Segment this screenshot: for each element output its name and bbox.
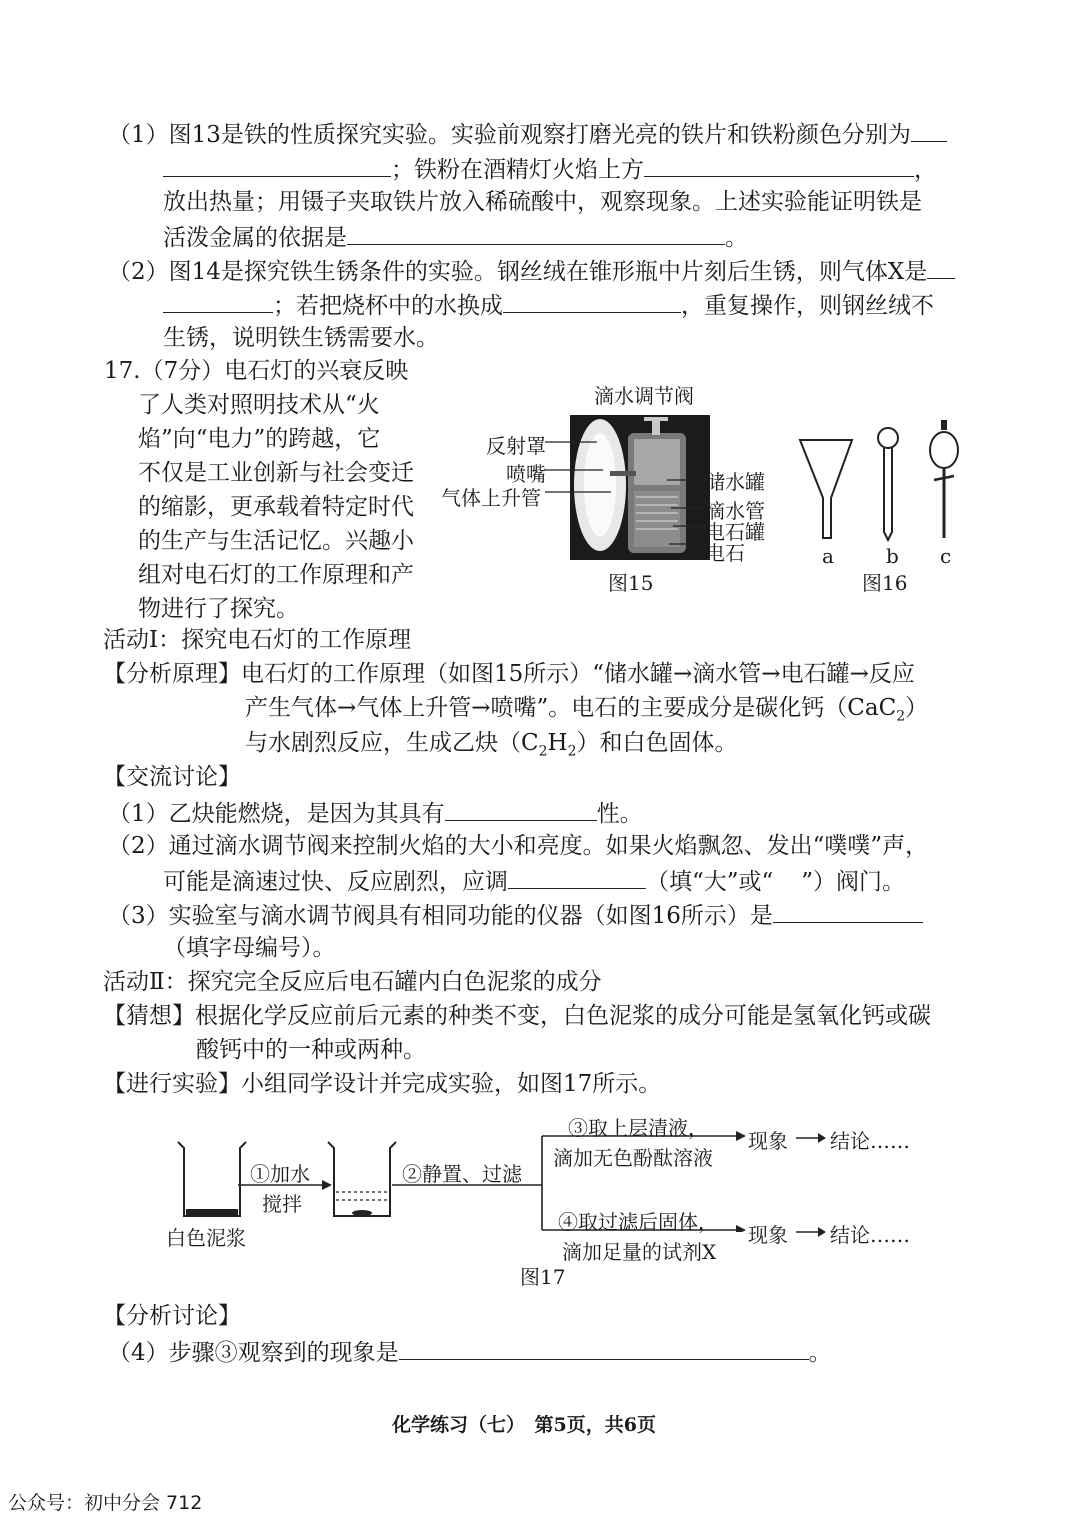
fig17-phenomenon-1: 现象	[748, 1129, 788, 1153]
q16-p2-line1: （2）图14是探究铁生锈条件的实验。钢丝绒在锥形瓶中片刻后生锈，则气体X是	[108, 254, 955, 288]
activity1-heading: 活动Ⅰ：探究电石灯的工作原理	[103, 627, 412, 653]
q17-intro-line5: 的缩影，更承载着特定时代	[138, 494, 414, 520]
analysis2-heading: 【分析讨论】	[103, 1303, 241, 1329]
fig15-label-carbide-can: 电石罐	[705, 520, 765, 544]
question-4: （4）步骤③观察到的现象是 。	[108, 1335, 832, 1369]
arrow-icon	[794, 1128, 828, 1148]
q17-intro-line3: 焰”向“电力”的跨越，它	[138, 426, 381, 452]
q16-p1-line4: 活泼金属的依据是 。	[163, 220, 748, 254]
fig16-caption: 图16	[862, 571, 908, 595]
q17-intro-line8: 物进行了探究。	[138, 596, 299, 622]
fig17-phenomenon-2: 现象	[748, 1223, 788, 1247]
fig17-sample-label: 白色泥浆	[166, 1226, 246, 1250]
fig16-apparatus	[790, 420, 980, 545]
q17-intro-line2: 了人类对照明技术从“火	[138, 392, 380, 418]
analysis-line2: 产生气体→气体上升管→喷嘴”。电石的主要成分是碳化钙（CaC$_2$）	[245, 695, 929, 725]
fig15-label-valve: 滴水调节阀	[594, 384, 694, 408]
fig15-label-nozzle: 喷嘴	[506, 462, 546, 486]
watermark: 公众号：初中分会 712	[8, 1492, 203, 1514]
q17-intro-line6: 的生产与生活记忆。兴趣小	[138, 528, 414, 554]
q16-p2-line2: ；若把烧杯中的水换成 ，重复操作，则钢丝绒不	[163, 288, 934, 322]
question-2-line1: （2）通过滴水调节阀来控制火焰的大小和亮度。如果火焰飘忽、发出“噗噗”声，	[108, 833, 929, 859]
answer-blank[interactable]	[399, 1335, 809, 1360]
page-footer: 化学练习（七） 第5页，共6页	[392, 1414, 656, 1436]
answer-blank[interactable]	[445, 796, 597, 821]
answer-blank[interactable]	[773, 898, 923, 923]
answer-blank[interactable]	[508, 864, 646, 889]
fig17-step4-line1: ④取过滤后固体，	[558, 1210, 718, 1234]
q17-intro-line4: 不仅是工业创新与社会变迁	[138, 460, 414, 486]
guess-line1: 【猜想】根据化学反应前后元素的种类不变，白色泥浆的成分可能是氢氧化钙或碳	[103, 1003, 931, 1029]
arrow-icon	[794, 1222, 828, 1242]
fig15-label-drip-tube: 滴水管	[705, 499, 765, 523]
q16-p1-line3: 放出热量；用镊子夹取铁片放入稀硫酸中，观察现象。上述实验能证明铁是	[163, 189, 922, 215]
fig17-caption: 图17	[520, 1265, 566, 1289]
fig15-label-tank: 储水罐	[705, 470, 765, 494]
fig17-step1-line2: 搅拌	[262, 1192, 302, 1216]
fig16-label-a: a	[822, 544, 834, 568]
fig15-label-gas-tube: 气体上升管	[441, 486, 541, 510]
answer-blank[interactable]	[163, 152, 391, 177]
fig17-step2: ②静置、过滤	[402, 1162, 522, 1186]
fig15-leader-lines	[545, 400, 705, 560]
question-3-line2: （填字母编号）。	[163, 935, 336, 961]
answer-blank[interactable]	[347, 220, 725, 245]
analysis-line3: 与水剧烈反应，生成乙炔$(C_2H_2)$和白色固体。	[245, 730, 738, 760]
answer-blank[interactable]	[644, 152, 914, 177]
experiment-line: 【进行实验】小组同学设计并完成实验，如图17所示。	[103, 1071, 662, 1097]
activity2-heading: 活动Ⅱ：探究完全反应后电石罐内白色泥浆的成分	[103, 969, 602, 995]
discussion-heading: 【交流讨论】	[103, 764, 241, 790]
q16-p2-line3: 生锈，说明铁生锈需要水。	[163, 325, 439, 351]
q17-intro-line1: 17.（7分）电石灯的兴衰反映	[104, 358, 409, 384]
fig15-caption: 图15	[608, 571, 654, 595]
q16-p1-line2: ；铁粉在酒精灯火焰上方 ，	[163, 152, 937, 186]
fig16-label-b: b	[886, 544, 899, 568]
fig15-label-carbide: 电石	[705, 541, 745, 565]
answer-blank[interactable]	[163, 288, 273, 313]
answer-blank[interactable]	[927, 254, 955, 279]
answer-blank[interactable]	[911, 117, 947, 142]
analysis-line1: 【分析原理】电石灯的工作原理（如图15所示）“储水罐→滴水管→电石罐→反应	[103, 661, 915, 687]
fig17-conclusion-2: 结论……	[830, 1223, 910, 1247]
fig17-step4-line2: 滴加足量的试剂X	[562, 1240, 717, 1264]
question-1: （1）乙炔能燃烧，是因为其具有 性。	[108, 796, 643, 830]
fig15-label-reflector: 反射罩	[486, 434, 546, 458]
fig16-label-c: c	[940, 544, 952, 568]
question-2-line2: 可能是滴速过快、反应剧烈，应调 （填“大”或“ ”）阀门。	[163, 864, 905, 898]
q16-p1-line1: （1）图13是铁的性质探究实验。实验前观察打磨光亮的铁片和铁粉颜色分别为	[108, 117, 947, 151]
q17-intro-line7: 组对电石灯的工作原理和产	[138, 562, 414, 588]
guess-line2: 酸钙中的一种或两种。	[196, 1037, 426, 1063]
fig17-conclusion-1: 结论……	[830, 1129, 910, 1153]
fig17-step3-line1: ③取上层清液，	[568, 1116, 708, 1140]
fig17-step1-line1: ①加水	[250, 1162, 310, 1186]
question-3-line1: （3）实验室与滴水调节阀具有相同功能的仪器（如图16所示）是	[108, 898, 923, 932]
answer-blank[interactable]	[503, 288, 681, 313]
fig17-step3-line2: 滴加无色酚酞溶液	[553, 1146, 713, 1170]
